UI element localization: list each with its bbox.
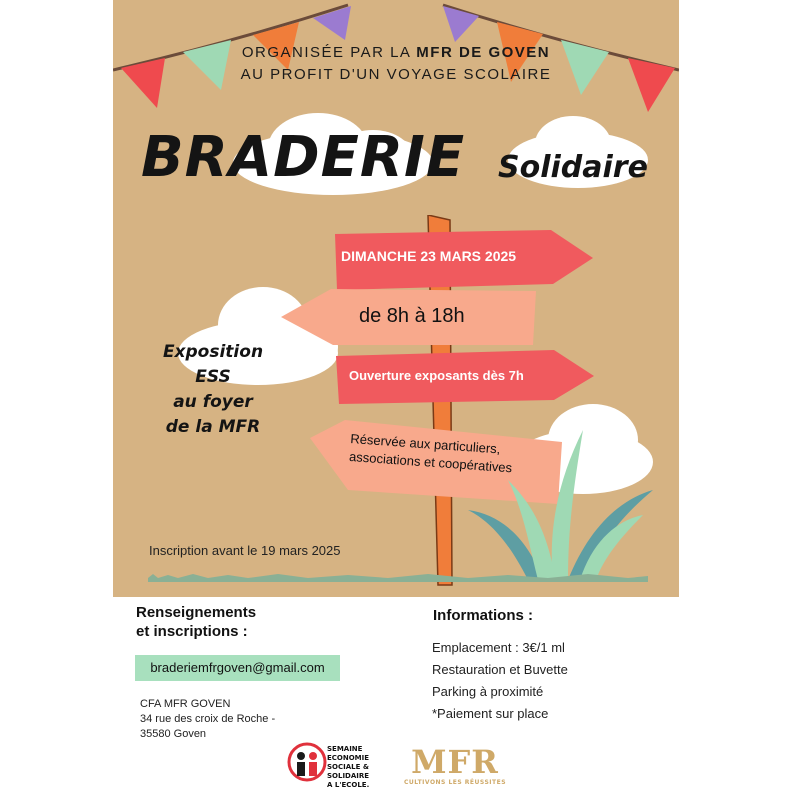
ground-line — [148, 574, 648, 586]
contact-heading — [136, 603, 256, 641]
address-line-1: CFA MFR GOVEN — [140, 698, 231, 710]
mfr-logo-tagline: CULTIVONS LES RÉUSSITES — [403, 779, 507, 786]
address-line-2: 34 rue des croix de Roche - — [140, 713, 276, 725]
informations-heading: Informations : — [433, 607, 533, 624]
address-line-3: 35580 Goven — [140, 728, 207, 740]
email-link[interactable]: braderiemfrgoven@gmail.com — [135, 655, 340, 681]
ess-line: ECONOMIE — [327, 754, 370, 762]
ess-logo-icon — [287, 740, 327, 788]
expo-line-4: de la MFR — [165, 417, 261, 437]
hours-text: de 8h à 18h — [359, 305, 465, 327]
ess-line: A L'ECOLE. — [327, 781, 370, 789]
mfr-logo — [400, 745, 510, 786]
info-item: Emplacement : 3€/1 ml — [432, 640, 565, 655]
info-item: Restauration et Buvette — [432, 662, 568, 677]
purpose-line: AU PROFIT D'UN VOYAGE SCOLAIRE — [240, 66, 552, 83]
expo-line-3: au foyer — [173, 392, 253, 412]
expo-line-2: ESS — [195, 367, 231, 387]
grass-plant — [468, 420, 658, 585]
contact-heading-1: Renseignements — [136, 604, 257, 621]
organizer-prefix: ORGANISÉE PAR LA — [241, 44, 417, 61]
reserved-line-2: associations et coopératives — [348, 448, 513, 476]
organizer-line — [113, 44, 679, 61]
exposition-ess — [143, 340, 283, 440]
address — [140, 697, 275, 742]
title-braderie: BRADERIE — [141, 125, 466, 190]
expo-line-1: Exposition — [162, 342, 264, 362]
date-text: DIMANCHE 23 MARS 2025 — [341, 248, 517, 264]
exhibitors-text: Ouverture exposants dès 7h — [349, 368, 524, 383]
info-item: *Paiement sur place — [432, 706, 549, 721]
ess-logo-text — [327, 745, 369, 790]
organizer-name: MFR DE GOVEN — [416, 44, 551, 61]
poster — [113, 0, 679, 597]
reserved-line-1: Réservée aux particuliers, — [349, 430, 501, 457]
title-solidaire: Solidaire — [498, 150, 648, 185]
contact-heading-2: et inscriptions : — [136, 623, 248, 640]
inscription-deadline: Inscription avant le 19 mars 2025 — [149, 543, 341, 558]
ess-line: SOLIDAIRE — [327, 772, 370, 780]
info-item: Parking à proximité — [432, 684, 544, 699]
ess-line: SOCIALE & — [327, 763, 369, 771]
ess-line: SEMAINE — [327, 745, 363, 753]
mfr-logo-mark: MFR — [411, 743, 499, 781]
